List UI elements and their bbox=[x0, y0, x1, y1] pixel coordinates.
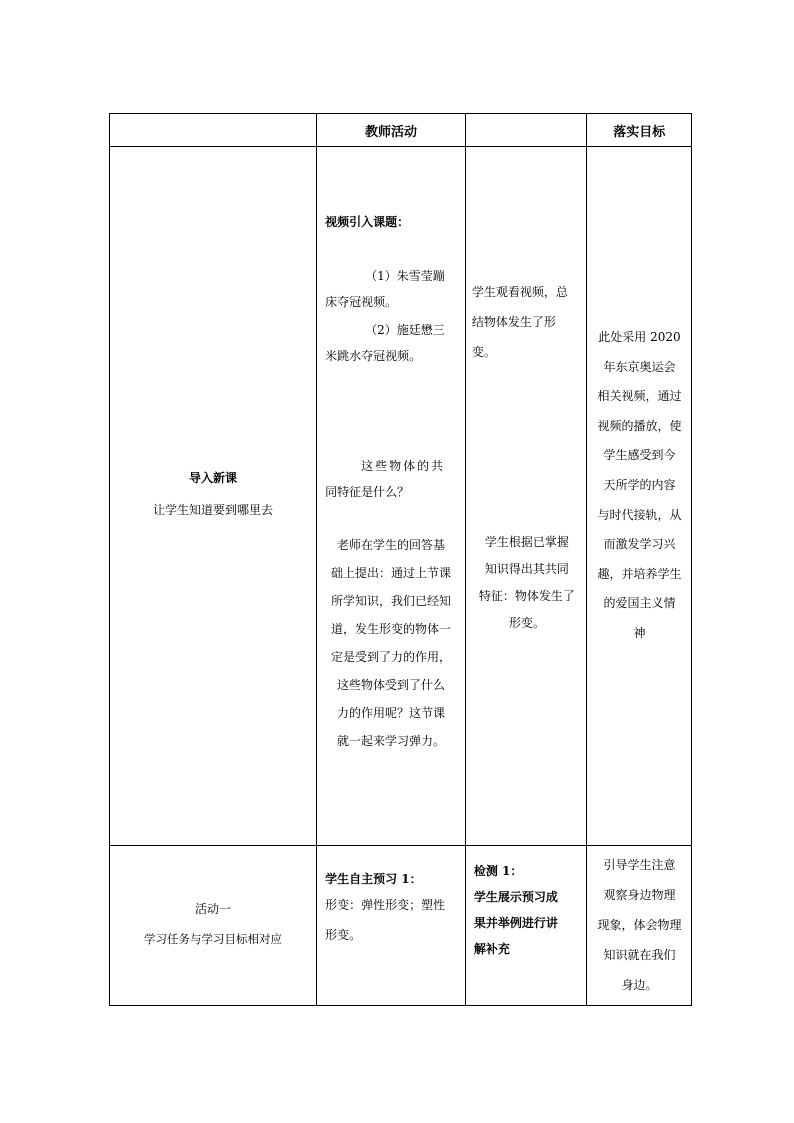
target-line: 的爱国主义情 bbox=[603, 596, 676, 611]
student-block-2-line: 特征：物体发生了 bbox=[478, 589, 575, 603]
table-row-activity-1 bbox=[110, 846, 692, 1006]
lesson-plan-table bbox=[109, 113, 692, 1006]
teacher-item-2-line-1: （2）施廷懋三 bbox=[365, 323, 445, 337]
teacher-paragraph-line: 就一起来学习弹力。 bbox=[337, 734, 446, 748]
teacher-paragraph-line: 所学知识，我们已经知 bbox=[331, 594, 452, 608]
teacher-paragraph-line: 础上提出：通过上节课 bbox=[331, 566, 452, 580]
table-row-intro bbox=[110, 147, 692, 846]
student-line: 果并举例进行讲 bbox=[473, 916, 558, 930]
teacher-paragraph-line: 老师在学生的回答基 bbox=[337, 538, 446, 552]
target-line: 年东京奥运会 bbox=[603, 359, 676, 374]
stage-title: 导入新课 bbox=[188, 471, 237, 485]
teacher-heading: 视频引入课题： bbox=[325, 215, 410, 229]
target-line: 身边。 bbox=[621, 978, 658, 992]
teacher-item-1-line-1: （1）朱雪莹蹦 bbox=[365, 269, 445, 283]
teacher-paragraph-line: 这些物体受到了什么 bbox=[337, 678, 446, 692]
student-block-2-line: 知识得出其共同 bbox=[484, 562, 569, 576]
target-line: 与时代接轨，从 bbox=[597, 507, 682, 522]
teacher-heading: 学生自主预习 1： bbox=[325, 872, 422, 886]
teacher-question-line-2: 同特征是什么？ bbox=[325, 485, 410, 499]
target-line: 观察身边物理 bbox=[603, 888, 676, 902]
student-block-1-line: 变。 bbox=[471, 345, 496, 359]
target-line: 趣，并培养学生 bbox=[597, 566, 682, 581]
target-line: 而激发学习兴 bbox=[603, 537, 676, 552]
student-block-1-line: 结物体发生了形 bbox=[471, 315, 556, 329]
stage-subtitle: 学习任务与学习目标相对应 bbox=[144, 932, 282, 946]
teacher-line: 形变：弹性形变；塑性 bbox=[325, 898, 446, 912]
target-line: 神 bbox=[633, 625, 646, 640]
target-line: 知识就在我们 bbox=[603, 948, 676, 962]
stage-cell-activity-1 bbox=[110, 846, 317, 1006]
student-line: 学生展示预习成 bbox=[473, 890, 558, 904]
target-line: 此处采用 2020 bbox=[598, 330, 681, 344]
target-line: 现象，体会物理 bbox=[597, 918, 682, 932]
target-line: 天所学的内容 bbox=[603, 477, 676, 492]
student-block-2-line: 形变。 bbox=[508, 616, 545, 630]
student-block-1 bbox=[472, 277, 582, 367]
target-line: 视频的播放，使 bbox=[597, 418, 682, 433]
teacher-paragraph-line: 道，发生形变的物体一 bbox=[331, 622, 452, 636]
teacher-cell-intro bbox=[317, 147, 466, 846]
teacher-paragraph-line: 力的作用呢？这节课 bbox=[337, 706, 446, 720]
target-text-activity-1 bbox=[591, 850, 687, 1000]
teacher-line: 形变。 bbox=[325, 928, 362, 942]
stage-cell-intro bbox=[110, 147, 317, 846]
stage-title: 活动一 bbox=[194, 902, 231, 916]
student-line: 解补充 bbox=[473, 942, 510, 956]
student-block-1-line: 学生观看视频，总 bbox=[471, 285, 568, 299]
header-student-activity bbox=[465, 114, 587, 147]
student-block-2 bbox=[472, 529, 582, 637]
table-header-row bbox=[110, 114, 692, 147]
header-target: 落实目标 bbox=[587, 114, 692, 147]
student-block-2-line: 学生根据已掌握 bbox=[484, 535, 569, 549]
target-line: 学生感受到今 bbox=[603, 448, 676, 463]
target-line: 相关视频，通过 bbox=[597, 389, 682, 404]
target-text-intro bbox=[591, 323, 687, 649]
student-line: 检测 1： bbox=[473, 864, 523, 878]
teacher-question-line-1: 这些物体的共 bbox=[361, 459, 446, 473]
teacher-item-1-line-2: 床夺冠视频。 bbox=[325, 295, 398, 309]
teacher-paragraph bbox=[325, 531, 457, 755]
student-cell-intro bbox=[465, 147, 587, 846]
stage-subtitle: 让学生知道要到哪里去 bbox=[152, 503, 273, 517]
target-line: 引导学生注意 bbox=[603, 858, 676, 872]
target-cell-intro bbox=[587, 147, 692, 846]
header-teacher-activity: 教师活动 bbox=[317, 114, 466, 147]
teacher-paragraph-line: 定是受到了力的作用， bbox=[331, 650, 452, 664]
header-stage bbox=[110, 114, 317, 147]
target-cell-activity-1 bbox=[587, 846, 692, 1006]
teacher-item-2-line-2: 米跳水夺冠视频。 bbox=[325, 349, 422, 363]
student-cell-activity-1 bbox=[465, 846, 587, 1006]
teacher-cell-activity-1 bbox=[317, 846, 466, 1006]
